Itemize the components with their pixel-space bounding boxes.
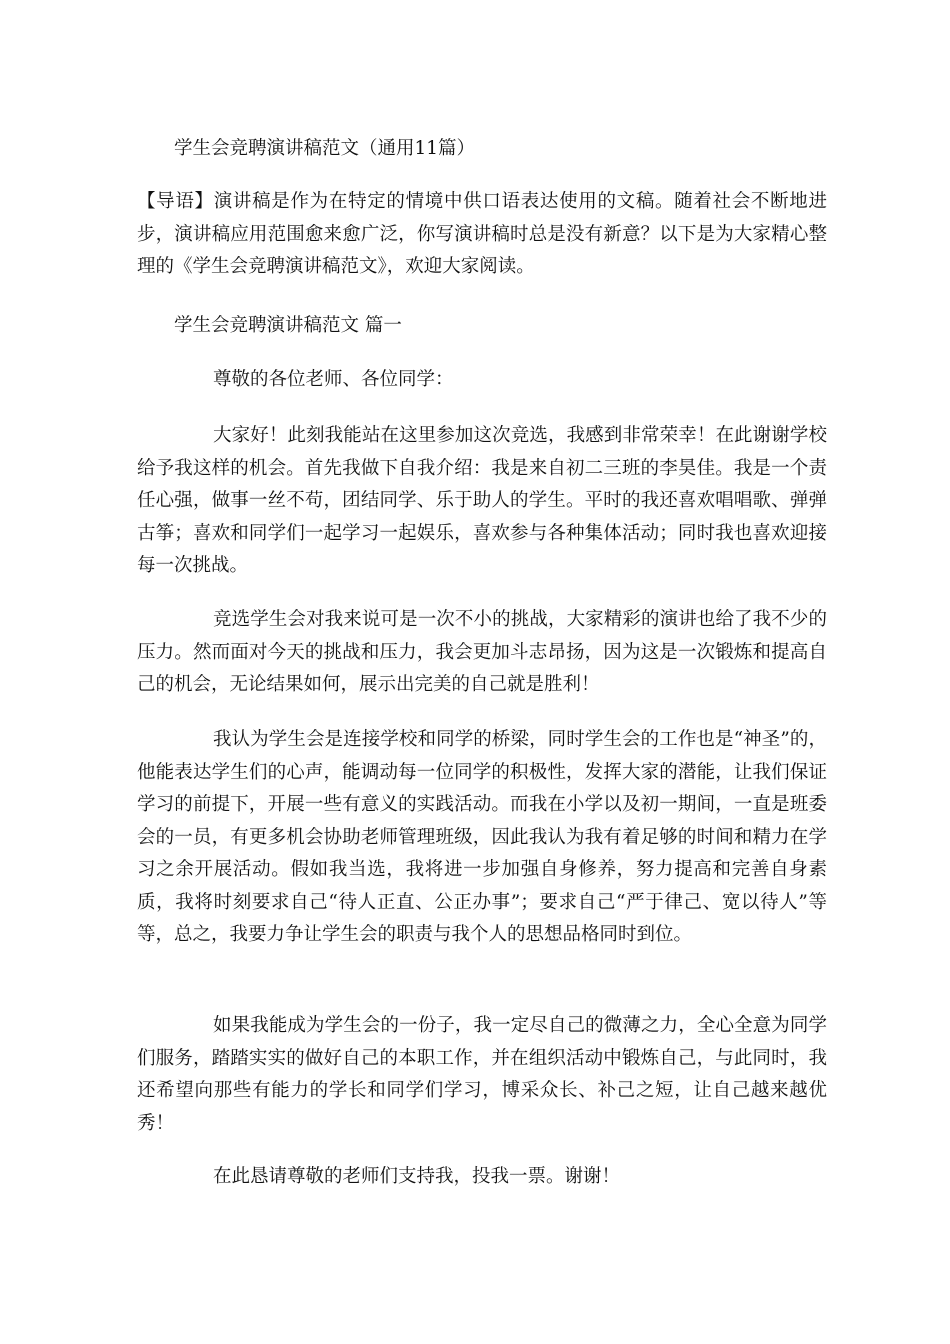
document-title: 学生会竞聘演讲稿范文（通用11篇）: [174, 138, 476, 159]
body-paragraph-4: 如果我能成为学生会的一份子，我一定尽自己的微薄之力，全心全意为同学们服务，踏踏实实的做好自己的本职工作，并在组织活动中锻炼自己，与此同时，我还希望向那些有能力的学长和同学们学习，博采众长、补己之短，让自己越来越优秀！: [137, 1015, 827, 1134]
intro-paragraph: 【导语】演讲稿是作为在特定的情境中供口语表达使用的文稿。随着社会不断地进步，演讲稿应用范围愈来愈广泛，你写演讲稿时总是没有新意？以下是为大家精心整理的《学生会竞聘演讲稿范文》，欢迎大家阅读。: [137, 191, 827, 277]
section-title: 学生会竞聘演讲稿范文 篇一: [174, 315, 402, 336]
greeting-line: 尊敬的各位老师、各位同学：: [213, 369, 454, 390]
body-paragraph-2: 竞选学生会对我来说可是一次不小的挑战，大家精彩的演讲也给了我不少的压力。然而面对今天的挑战和压力，我会更加斗志昂扬，因为这是一次锻炼和提高自己的机会，无论结果如何，展示出完美的自己就是胜利！: [137, 609, 827, 695]
body-paragraph-3: 我认为学生会是连接学校和同学的桥梁，同时学生会的工作也是“神圣”的，他能表达学生们的心声，能调动每一位同学的积极性，发挥大家的潜能，让我们保证学习的前提下，开展一些有意义的实践活动。而我在小学以及初一期间，一直是班委会的一员，有更多机会协助老师管理班级，因此我认为我有着足够的时间和精力在学习之余开展活动。假如我当选，我将进一步加强自身修养，努力提高和完善自身素质，我将时刻要求自己“待人正直、公正办事”；要求自己“严于律己、宽以待人”等等，总之，我要力争让学生会的职责与我个人的思想品格同时到位。: [137, 729, 827, 945]
body-paragraph-1: 大家好！此刻我能站在这里参加这次竞选，我感到非常荣幸！在此谢谢学校给予我这样的机会。首先我做下自我介绍：我是来自初二三班的李昊佳。我是一个责任心强，做事一丝不苟，团结同学、乐于助人的学生。平时的我还喜欢唱唱歌、弹弹古筝；喜欢和同学们一起学习一起娱乐，喜欢参与各种集体活动；同时我也喜欢迎接每一次挑战。: [137, 425, 827, 576]
body-paragraph-5: 在此恳请尊敬的老师们支持我，投我一票。谢谢！: [213, 1166, 621, 1187]
